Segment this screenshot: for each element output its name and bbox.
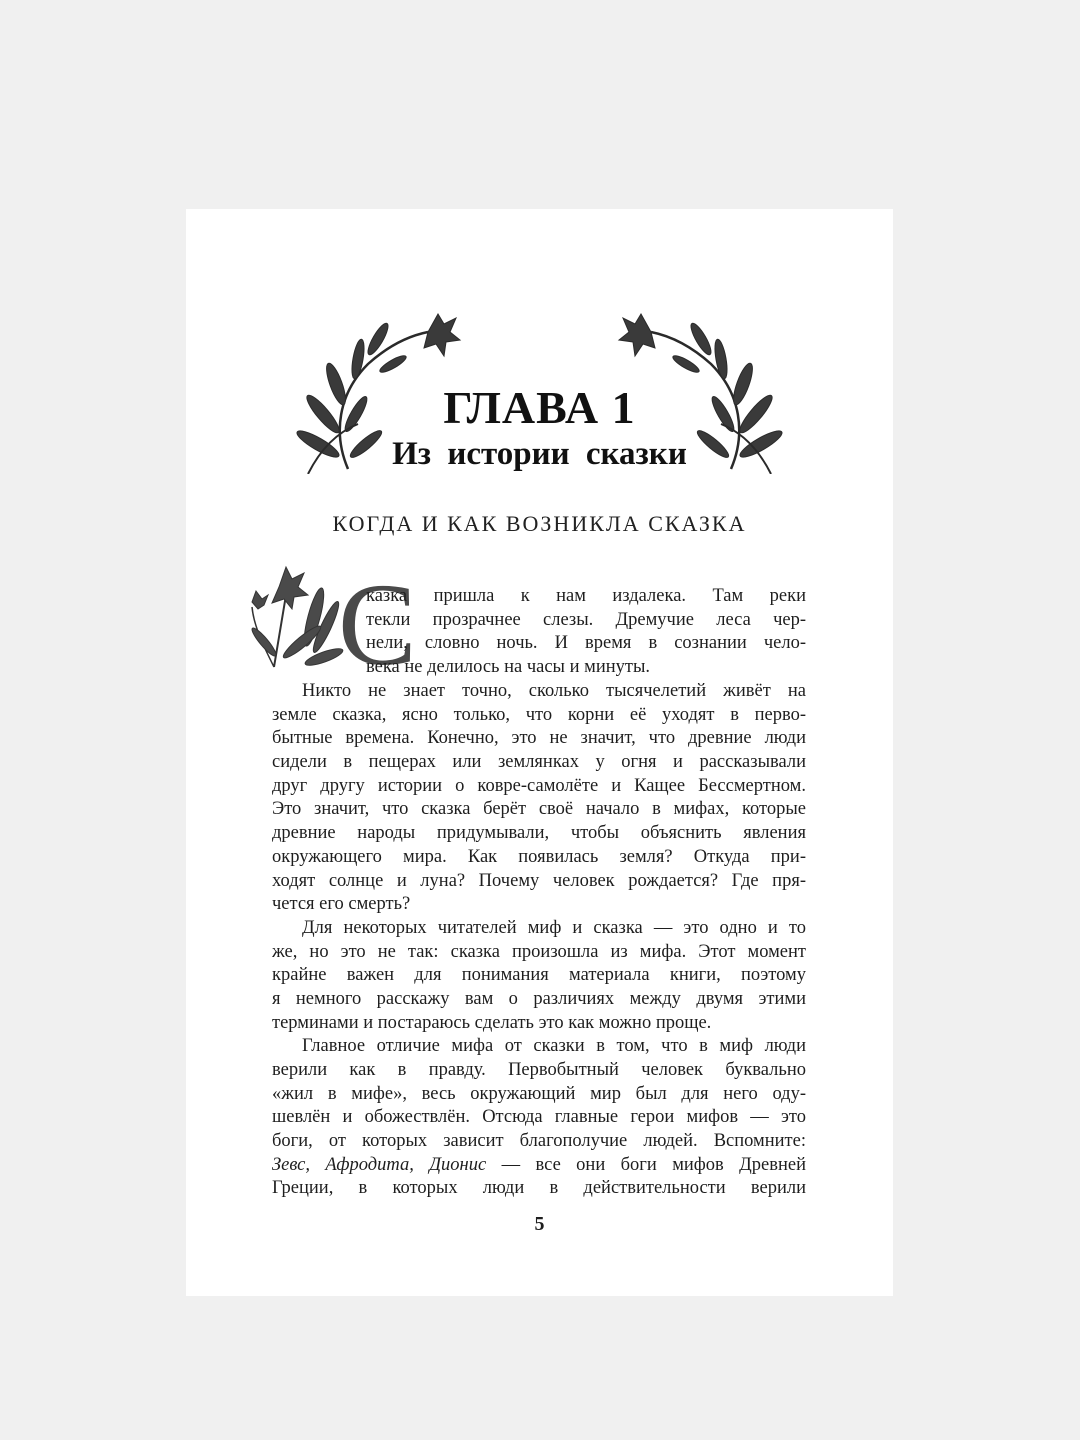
text-line: Никто не знает точно, сколько тысячелетий живёт на	[302, 681, 806, 701]
text-line: бытные времена. Конечно, это не значит, что древние люди	[272, 728, 806, 749]
text-line: окружающего мира. Как появилась земля? Откуда при-	[272, 846, 806, 867]
text-line: сидели в пещерах или землянках у огня и рассказывали	[272, 752, 806, 773]
text-line: Для некоторых читателей миф и сказка — это одно и то	[302, 917, 806, 938]
text-line: земле сказка, ясно только, что корни её уходят в перво-	[272, 704, 806, 725]
page-number: 5	[534, 1213, 545, 1235]
text-line: друг другу истории о ковре-самолёте и Кащее Бессмертном.	[272, 775, 806, 796]
text-line: верили как в правду. Первобытный человек буквально	[272, 1060, 806, 1080]
book-page	[186, 209, 893, 1296]
text-line: терминами и постараюсь сделать это как можно проще.	[272, 1012, 712, 1033]
intro-paragraph	[272, 585, 806, 680]
text-line: казка пришла к нам издалека. Там реки	[366, 586, 806, 606]
text-line: я немного расскажу вам о различиях между двумя этими	[272, 988, 806, 1009]
text-line: века не делилось на часы и минуты.	[366, 657, 651, 678]
section-heading: КОГДА И КАК ВОЗНИКЛА СКАЗКА	[332, 511, 747, 536]
text-line: нели, словно ночь. И время в сознании чело-	[366, 633, 806, 654]
text-line: древние народы придумывали, чтобы объяснить явления	[272, 823, 806, 844]
text-line: ходят солнце и луна? Почему человек рождается? Где пря-	[272, 870, 806, 891]
text-line: «жил в мифе», весь окружающий мир был для него оду-	[272, 1083, 806, 1104]
text-line: Это значит, что сказка берёт своё начало в мифах, которые	[272, 799, 806, 820]
text-line: же, но это не так: сказка произошла из мифа. Этот момент	[272, 941, 806, 962]
chapter-label: ГЛАВА 1	[443, 382, 636, 433]
text-line: Главное отличие мифа от сказки в том, что в миф люди	[302, 1036, 806, 1057]
drop-cap-letter: С	[338, 559, 417, 690]
chapter-title: Из истории сказки	[392, 436, 687, 472]
text-line: чется его смерть?	[272, 894, 411, 915]
text-line: шевлён и обожествлён. Отсюда главные герои мифов — это	[272, 1107, 806, 1128]
gods-line-rest: — все они боги мифов Древней	[486, 1154, 806, 1175]
text-line: Греции, в которых люди в действительности верили	[272, 1178, 806, 1199]
text-line-gods	[272, 1154, 806, 1178]
text-line: боги, от которых зависит благополучие людей. Вспомните:	[272, 1131, 806, 1152]
text-line: крайне важен для понимания материала книги, поэтому	[272, 965, 806, 986]
text-line: текли прозрачнее слезы. Дремучие леса чер-	[366, 609, 806, 630]
italic-gods: Зевс, Афродита, Дионис	[272, 1154, 487, 1175]
body-text	[272, 680, 806, 1201]
